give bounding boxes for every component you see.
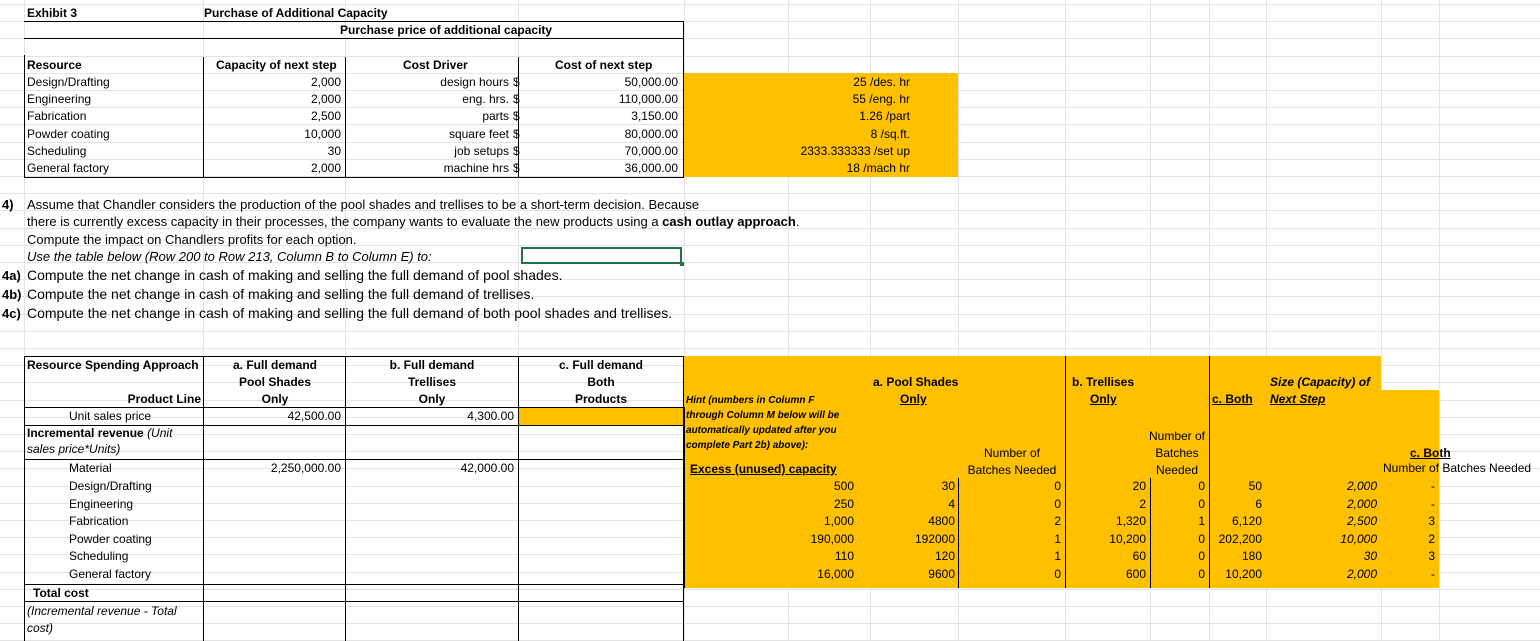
exhibit-driver: machine hrs bbox=[443, 161, 509, 175]
part-4a-text: Compute the net change in cash of making and selling the full demand of pool shades. bbox=[27, 267, 563, 283]
hint-a-title: a. Pool Shades bbox=[873, 375, 959, 389]
rsa-resource-label: Powder coating bbox=[69, 531, 152, 546]
size-value: 2,000 bbox=[1346, 496, 1377, 511]
a-batches: 1 bbox=[1054, 549, 1061, 563]
net-label-2: cost) bbox=[27, 621, 54, 635]
excess-value: 110 bbox=[834, 549, 854, 563]
c-units: 50 bbox=[1248, 479, 1262, 493]
net-label-1: (Incremental revenue - Total bbox=[27, 604, 177, 618]
a-units: 9600 bbox=[928, 566, 955, 581]
a-batches: 1 bbox=[1054, 531, 1061, 546]
rsa-resources-bottom bbox=[24, 584, 684, 585]
exhibit-rate: 55 /eng. hr bbox=[852, 92, 910, 107]
b-batches: 0 bbox=[1198, 531, 1205, 546]
exhibit-resource: General factory bbox=[27, 161, 110, 175]
a-units: 192000 bbox=[914, 531, 955, 546]
rsa-col-a-1: a. Full demand bbox=[232, 358, 317, 372]
hint-c-both: c. Both bbox=[1212, 392, 1253, 406]
a-batches: 0 bbox=[1054, 479, 1061, 493]
a-units: 120 bbox=[934, 549, 955, 563]
c-units: 6 bbox=[1255, 496, 1262, 511]
exhibit-label: Exhibit 3 bbox=[27, 6, 78, 20]
product-line-label: Product Line bbox=[127, 392, 201, 406]
exhibit-table-border-left bbox=[24, 55, 25, 178]
c-units: 6,120 bbox=[1231, 514, 1262, 528]
hint-col-a-b bbox=[958, 478, 959, 588]
exhibit-currency: $ bbox=[513, 161, 520, 175]
question-line-3: Compute the impact on Chandlers profits for each option. bbox=[27, 232, 357, 247]
exhibit-capacity: 30 bbox=[327, 143, 341, 158]
rsa-title: Resource Spending Approach bbox=[27, 358, 199, 372]
exhibit-currency: $ bbox=[513, 92, 520, 107]
exhibit-subtitle: Purchase price of additional capacity bbox=[340, 23, 553, 37]
size-value: 2,500 bbox=[1346, 514, 1377, 528]
header-capacity: Capacity of next step bbox=[216, 58, 337, 72]
part-4c-text: Compute the net change in cash of making and selling the full demand of both pool shades and trellises. bbox=[27, 305, 673, 321]
c-batches: - bbox=[1431, 566, 1435, 581]
exhibit-table-border-top bbox=[24, 21, 684, 22]
excess-value: 190,000 bbox=[810, 531, 854, 546]
exhibit-cost: 110,000.00 bbox=[618, 92, 678, 107]
rsa-col-a-3: Only bbox=[261, 392, 289, 406]
exhibit-currency: $ bbox=[513, 143, 520, 158]
b-units: 10,200 bbox=[1109, 531, 1146, 546]
exhibit-capacity: 2,000 bbox=[310, 92, 341, 107]
question-line-2: there is currently excess capacity in their processes, the company wants to evaluate the new products using a cash outlay approach. bbox=[27, 214, 800, 229]
size-value: 2,000 bbox=[1346, 479, 1377, 493]
hint-a-only: Only bbox=[900, 392, 927, 406]
c-units: 10,200 bbox=[1225, 566, 1262, 581]
unit-sales-price-b[interactable]: 4,300.00 bbox=[467, 409, 514, 423]
c-batches: 3 bbox=[1428, 549, 1435, 563]
exhibit-resource: Scheduling bbox=[27, 143, 87, 158]
a-units: 4 bbox=[948, 496, 955, 511]
rsa-col-b-3: Only bbox=[418, 392, 446, 406]
exhibit-cost: 80,000.00 bbox=[624, 126, 678, 141]
part-4b-text: Compute the net change in cash of making and selling the full demand of trellises. bbox=[27, 286, 535, 302]
incremental-revenue-label: Incremental revenue (Unit bbox=[27, 426, 173, 440]
selected-cell-handle[interactable] bbox=[680, 262, 684, 266]
excess-capacity-label: Excess (unused) capacity bbox=[690, 462, 837, 476]
header-resource: Resource bbox=[27, 58, 82, 72]
hint-c-both-2: c. Both bbox=[1410, 446, 1451, 460]
b-batches: 0 bbox=[1198, 496, 1205, 511]
rsa-col-b-1: b. Full demand bbox=[389, 358, 475, 372]
size-value: 2,000 bbox=[1346, 566, 1377, 581]
exhibit-table-border-right bbox=[683, 21, 684, 178]
grid-row-line bbox=[0, 623, 1540, 624]
hint-b-only: Only bbox=[1090, 392, 1117, 406]
rsa-header-bottom bbox=[24, 407, 684, 408]
exhibit-table-border-bottom bbox=[24, 177, 684, 178]
rsa-col-c-2: Both bbox=[587, 375, 615, 389]
exhibit-rate: 18 /mach hr bbox=[846, 161, 910, 175]
question-number: 4) bbox=[2, 197, 14, 212]
exhibit-capacity: 10,000 bbox=[304, 126, 341, 141]
exhibit-driver: job setups bbox=[454, 143, 509, 158]
selected-cell[interactable] bbox=[521, 247, 682, 264]
hint-b-batches-3: Needed bbox=[1155, 463, 1199, 477]
hint-border-excess bbox=[684, 407, 685, 588]
hint-b-title: b. Trellises bbox=[1072, 375, 1135, 389]
exhibit-currency: $ bbox=[513, 126, 520, 141]
hint-size-1: Size (Capacity) of bbox=[1270, 375, 1371, 389]
a-batches: 0 bbox=[1054, 496, 1061, 511]
part-4c-label: 4c) bbox=[2, 306, 21, 321]
rsa-increv-bottom bbox=[24, 459, 684, 460]
grid-row-line bbox=[0, 193, 1540, 194]
grid-row-line bbox=[0, 589, 1540, 590]
exhibit-rate: 8 /sq.ft. bbox=[870, 126, 910, 141]
question-line-4: Use the table below (Row 200 to Row 213, Column B to Column E) to: bbox=[27, 249, 432, 264]
exhibit-rate: 1.26 /part bbox=[859, 109, 910, 124]
grid-row-line bbox=[0, 4, 1540, 5]
rsa-resource-label: General factory bbox=[69, 566, 152, 581]
hint-line-3: automatically updated after you bbox=[686, 425, 837, 436]
rsa-col-c-3: Products bbox=[574, 392, 627, 406]
b-units: 2 bbox=[1139, 496, 1146, 511]
size-value: 30 bbox=[1363, 549, 1377, 563]
rsa-resource-label: Scheduling bbox=[69, 549, 129, 563]
grid-row-line bbox=[0, 56, 1540, 57]
material-label: Material bbox=[69, 461, 112, 475]
grid-row-line bbox=[0, 606, 1540, 607]
a-units: 30 bbox=[941, 479, 955, 493]
exhibit-driver: design hours bbox=[440, 75, 509, 89]
hint-size-2: Next Step bbox=[1270, 392, 1326, 406]
excess-value: 500 bbox=[833, 479, 854, 493]
b-batches: 0 bbox=[1198, 549, 1205, 563]
c-units: 180 bbox=[1241, 549, 1262, 563]
b-units: 20 bbox=[1132, 479, 1146, 493]
exhibit-table-border-hdr bbox=[24, 38, 684, 39]
exhibit-capacity: 2,000 bbox=[310, 161, 341, 175]
c-batches: - bbox=[1431, 496, 1435, 511]
part-4a-label: 4a) bbox=[2, 268, 21, 283]
a-batches: 2 bbox=[1054, 514, 1061, 528]
hint-line-2: through Column M below will be bbox=[686, 410, 840, 421]
b-units: 600 bbox=[1125, 566, 1146, 581]
exhibit-currency: $ bbox=[513, 75, 520, 89]
b-units: 1,320 bbox=[1115, 514, 1146, 528]
b-batches: 0 bbox=[1198, 566, 1205, 581]
hint-c-batches: Number of Batches Needed bbox=[1383, 461, 1532, 475]
hint-b-batches-1: Number of bbox=[1148, 429, 1206, 443]
rsa-col-b-2: Trellises bbox=[407, 375, 457, 389]
header-cost-driver: Cost Driver bbox=[403, 58, 468, 72]
grid-row-line bbox=[0, 348, 1540, 349]
rsa-resource-label: Design/Drafting bbox=[69, 479, 152, 493]
rsa-resource-label: Engineering bbox=[69, 496, 134, 511]
hint-b-batches-2: Batches bbox=[1155, 446, 1199, 460]
b-units: 60 bbox=[1132, 549, 1146, 563]
unit-sales-price-a[interactable]: 42,500.00 bbox=[287, 409, 341, 423]
c-batches: 3 bbox=[1428, 514, 1435, 528]
exhibit-resource: Powder coating bbox=[27, 126, 110, 141]
b-batches: 1 bbox=[1198, 514, 1205, 528]
exhibit-cost: 70,000.00 bbox=[624, 143, 678, 158]
size-value: 10,000 bbox=[1340, 531, 1377, 546]
exhibit-rate: 2333.333333 /set up bbox=[800, 143, 910, 158]
rsa-total-bottom bbox=[24, 601, 684, 602]
exhibit-title: Purchase of Additional Capacity bbox=[204, 6, 388, 20]
material-a[interactable]: 2,250,000.00 bbox=[270, 461, 341, 475]
exhibit-resource: Fabrication bbox=[27, 109, 87, 124]
question-line-1: Assume that Chandler considers the production of the pool shades and trellises to be a short-term decision. Because bbox=[27, 197, 700, 212]
part-4b-label: 4b) bbox=[2, 287, 22, 302]
exhibit-currency: $ bbox=[513, 109, 520, 124]
b-batches: 0 bbox=[1198, 479, 1205, 493]
rsa-resource-label: Fabrication bbox=[69, 514, 129, 528]
excess-value: 1,000 bbox=[823, 514, 854, 528]
total-cost-label: Total cost bbox=[33, 586, 89, 600]
a-batches: 0 bbox=[1054, 566, 1061, 581]
exhibit-driver: eng. hrs. bbox=[462, 92, 509, 107]
exhibit-cost: 3,150.00 bbox=[631, 109, 678, 124]
unit-price-c-highlight bbox=[519, 408, 683, 425]
exhibit-resource: Design/Drafting bbox=[27, 75, 110, 89]
material-b[interactable]: 42,000.00 bbox=[460, 461, 514, 475]
rsa-col-a-2: Pool Shades bbox=[238, 375, 312, 389]
exhibit-rate: 25 /des. hr bbox=[853, 75, 910, 89]
hint-a-batches-2: Batches Needed bbox=[967, 463, 1057, 477]
exhibit-driver: parts bbox=[482, 109, 509, 124]
excess-value: 250 bbox=[833, 496, 854, 511]
rsa-border-top bbox=[24, 356, 684, 357]
exhibit-resource: Engineering bbox=[27, 92, 92, 107]
excess-value: 16,000 bbox=[817, 566, 854, 581]
exhibit-capacity: 2,500 bbox=[310, 109, 341, 124]
a-units: 4800 bbox=[928, 514, 955, 528]
exhibit-cost: 50,000.00 bbox=[624, 75, 678, 89]
c-batches: - bbox=[1431, 479, 1435, 493]
header-cost-next-step: Cost of next step bbox=[555, 58, 653, 72]
exhibit-capacity: 2,000 bbox=[310, 75, 341, 89]
hint-line-4: complete Part 2b) above): bbox=[686, 440, 809, 451]
grid-row-line bbox=[0, 331, 1540, 332]
hint-a-batches-1: Number of bbox=[983, 446, 1041, 460]
grid-col-line bbox=[1439, 0, 1440, 641]
unit-sales-price-label: Unit sales price bbox=[69, 409, 152, 423]
exhibit-driver: square feet bbox=[448, 126, 509, 141]
rsa-border-left bbox=[24, 356, 25, 641]
exhibit-cost: 36,000.00 bbox=[624, 161, 678, 175]
hint-line-1: Hint (numbers in Column F bbox=[686, 395, 815, 406]
c-batches: 2 bbox=[1428, 531, 1435, 546]
incremental-revenue-label-2: sales price*Units) bbox=[27, 442, 121, 456]
rsa-col-c-1: c. Full demand bbox=[558, 358, 643, 372]
c-units: 202,200 bbox=[1218, 531, 1262, 546]
